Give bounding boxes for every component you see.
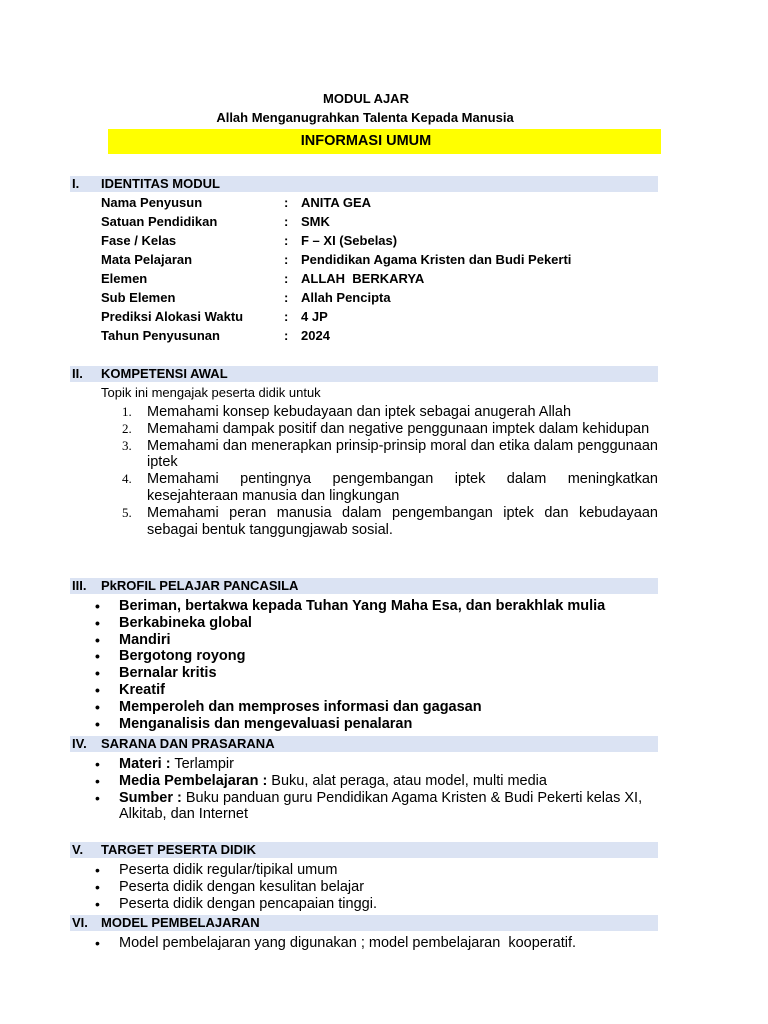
section-number: II. bbox=[72, 366, 83, 381]
list-item bbox=[95, 773, 665, 790]
bullet-icon: • bbox=[95, 878, 100, 895]
row-colon: : bbox=[284, 252, 289, 267]
kompetensi-intro: Topik ini mengajak peserta didik untuk bbox=[101, 385, 321, 400]
item-text: Menganalisis dan mengevaluasi penalaran bbox=[119, 715, 413, 732]
item-label: Media Pembelajaran : bbox=[119, 772, 268, 789]
row-colon: : bbox=[284, 214, 289, 229]
row-value: Allah Pencipta bbox=[301, 290, 391, 305]
item-text: Bergotong royong bbox=[119, 648, 246, 665]
item-text: Kreatif bbox=[119, 681, 165, 698]
section-header-identitas bbox=[70, 176, 658, 192]
item-text: Buku panduan guru Pendidikan Agama Kristen & Budi Pekerti kelas XI, Alkitab, dan Internet bbox=[119, 789, 643, 823]
list-item bbox=[95, 598, 665, 615]
list-item bbox=[120, 404, 658, 421]
bullet-icon: • bbox=[95, 681, 100, 698]
row-value: F – XI (Sebelas) bbox=[301, 233, 398, 248]
item-number: 5. bbox=[122, 504, 132, 520]
item-text: Bernalar kritis bbox=[119, 665, 217, 682]
item-text: Model pembelajaran yang digunakan ; model pembelajaran kooperatif. bbox=[119, 935, 577, 951]
target-list bbox=[95, 862, 665, 912]
row-label: Elemen bbox=[101, 271, 148, 286]
row-colon: : bbox=[284, 271, 289, 286]
list-item bbox=[120, 471, 658, 505]
list-item bbox=[95, 756, 665, 773]
item-text: Memperoleh dan memproses informasi dan gagasan bbox=[119, 698, 482, 715]
row-value: Pendidikan Agama Kristen dan Budi Pekerti bbox=[301, 252, 572, 267]
row-colon: : bbox=[284, 328, 289, 343]
list-item bbox=[95, 665, 665, 682]
row-colon: : bbox=[284, 233, 289, 248]
item-label: Sumber : bbox=[119, 789, 182, 806]
banner-title: INFORMASI UMUM bbox=[300, 133, 432, 149]
list-item bbox=[95, 648, 665, 665]
row-label: Fase / Kelas bbox=[101, 233, 177, 248]
row-value: ALLAH BERKARYA bbox=[301, 271, 425, 286]
row-value: ANITA GEA bbox=[301, 195, 372, 210]
list-item bbox=[95, 682, 665, 699]
section-number: VI. bbox=[72, 915, 88, 930]
section-header-target bbox=[70, 842, 658, 858]
section-title: PkROFIL PELAJAR PANCASILA bbox=[101, 578, 299, 593]
section-title: IDENTITAS MODUL bbox=[101, 176, 220, 191]
row-colon: : bbox=[284, 195, 289, 210]
row-label: Nama Penyusun bbox=[101, 195, 203, 210]
bullet-icon: • bbox=[95, 715, 100, 732]
doc-title: MODUL AJAR bbox=[323, 91, 409, 106]
list-item bbox=[120, 421, 658, 438]
item-text: Terlampir bbox=[170, 756, 234, 772]
section-title: KOMPETENSI AWAL bbox=[101, 366, 228, 381]
bullet-icon: • bbox=[95, 862, 100, 878]
item-text: Mandiri bbox=[119, 631, 171, 648]
bullet-icon: • bbox=[95, 665, 100, 682]
item-number: 1. bbox=[122, 404, 132, 419]
list-item bbox=[95, 615, 665, 632]
row-colon: : bbox=[284, 309, 289, 324]
item-text: Memahami peran manusia dalam pengembangan iptek dan kebudayaan sebagai bentuk tanggungjawab sosial. bbox=[147, 504, 658, 538]
item-text: Peserta didik regular/tipikal umum bbox=[119, 862, 338, 878]
item-text: Memahami konsep kebudayaan dan iptek sebagai anugerah Allah bbox=[147, 404, 572, 420]
section-header-sarana bbox=[70, 736, 658, 752]
list-item bbox=[95, 862, 665, 879]
bullet-icon: • bbox=[95, 895, 100, 912]
item-text: Buku, alat peraga, atau model, multi media bbox=[267, 772, 547, 789]
item-text: Memahami pentingnya pengembangan iptek dalam meningkatkan kesejahteraan manusia dan lingkungan bbox=[147, 471, 658, 504]
item-text: Peserta didik dengan pencapaian tinggi. bbox=[119, 895, 377, 912]
doc-subtitle: Allah Menganugrahkan Talenta Kepada Manusia bbox=[216, 110, 514, 125]
bullet-icon: • bbox=[95, 789, 100, 806]
row-colon: : bbox=[284, 290, 289, 305]
list-item bbox=[120, 438, 658, 472]
bullet-icon: • bbox=[95, 614, 100, 631]
section-number: I. bbox=[72, 176, 80, 191]
row-value: 4 JP bbox=[301, 309, 328, 324]
kompetensi-list bbox=[120, 404, 658, 538]
item-text: Beriman, bertakwa kepada Tuhan Yang Maha Esa, dan berakhlak mulia bbox=[119, 598, 606, 614]
section-header-kompetensi bbox=[70, 366, 658, 382]
section-header-profil bbox=[70, 578, 658, 594]
list-item bbox=[95, 879, 665, 896]
list-item bbox=[95, 790, 667, 824]
section-title: TARGET PESERTA DIDIK bbox=[101, 842, 257, 857]
bullet-icon: • bbox=[95, 935, 100, 951]
model-list bbox=[95, 935, 665, 952]
section-title: SARANA DAN PRASARANA bbox=[101, 736, 275, 751]
row-label: Tahun Penyusunan bbox=[101, 328, 220, 343]
row-value: 2024 bbox=[301, 328, 330, 343]
list-item bbox=[95, 935, 665, 952]
item-text: Berkabineka global bbox=[119, 614, 252, 631]
row-label: Prediksi Alokasi Waktu bbox=[101, 309, 244, 324]
item-text: Peserta didik dengan kesulitan belajar bbox=[119, 878, 365, 895]
row-value: SMK bbox=[301, 214, 330, 229]
section-number: V. bbox=[72, 842, 84, 857]
section-header-model bbox=[70, 915, 658, 931]
item-label: Materi : bbox=[119, 756, 171, 772]
section-number: IV. bbox=[72, 736, 87, 751]
section-number: III. bbox=[72, 578, 87, 593]
bullet-icon: • bbox=[95, 648, 100, 665]
row-label: Mata Pelajaran bbox=[101, 252, 193, 267]
item-number: 2. bbox=[122, 420, 132, 436]
bullet-icon: • bbox=[95, 598, 100, 614]
sarana-list bbox=[95, 756, 665, 823]
section-title: MODEL PEMBELAJARAN bbox=[101, 915, 260, 930]
list-item bbox=[120, 505, 658, 539]
bullet-icon: • bbox=[95, 772, 100, 789]
bullet-icon: • bbox=[95, 631, 100, 648]
bullet-icon: • bbox=[95, 698, 100, 715]
list-item bbox=[95, 699, 665, 716]
profil-list bbox=[95, 598, 665, 732]
list-item bbox=[95, 716, 665, 733]
bullet-icon: • bbox=[95, 756, 100, 772]
item-number: 4. bbox=[122, 471, 132, 487]
row-label: Sub Elemen bbox=[101, 290, 176, 305]
list-item bbox=[95, 632, 665, 649]
row-label: Satuan Pendidikan bbox=[101, 214, 218, 229]
item-text: Memahami dampak positif dan negative penggunaan imptek dalam kehidupan bbox=[147, 420, 650, 437]
item-text: Memahami dan menerapkan prinsip-prinsip moral dan etika dalam penggunaan iptek bbox=[147, 437, 658, 471]
item-number: 3. bbox=[122, 437, 132, 453]
list-item bbox=[95, 896, 665, 913]
